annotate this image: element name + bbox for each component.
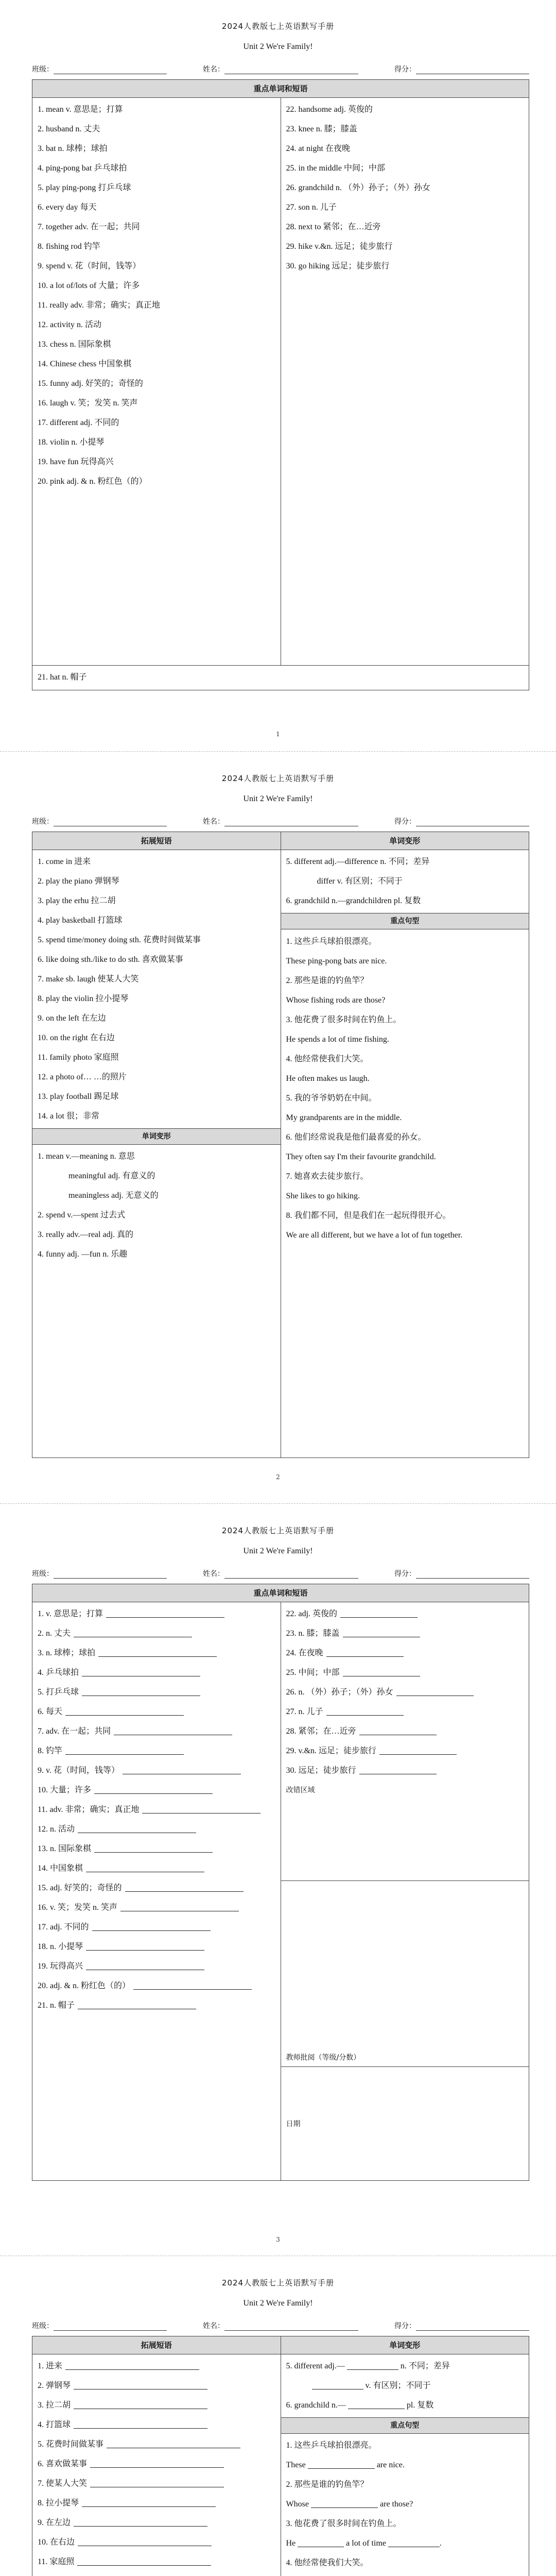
vocab-item: 30. go hiking 远足；徒步旅行 <box>286 262 390 270</box>
phrase-item: 14. a lot 很；非常 <box>38 1112 99 1121</box>
sentence-prompt: Whose <box>286 2500 309 2509</box>
vocab-item <box>286 1722 524 1741</box>
sentence-prompt: are those? <box>379 2500 413 2509</box>
sentence-line: My grandparents are in the middle. <box>286 1113 402 1122</box>
phrase-item: 10. on the right 在右边 <box>38 1033 115 1042</box>
vocab-prompt: 8. 拉小提琴 <box>38 2499 79 2507</box>
correction-area-label: 改错区域 <box>286 1786 315 1794</box>
vocab-item <box>286 1604 524 1624</box>
answer-blank[interactable] <box>65 1707 184 1716</box>
name-label: 姓名： <box>203 65 224 74</box>
phrase-item: 9. on the left 在左边 <box>38 1014 106 1023</box>
vocab-prompt: 2. n. 丈夫 <box>38 1629 71 1638</box>
page-divider <box>0 751 556 752</box>
p1-table <box>32 79 529 690</box>
answer-blank[interactable] <box>311 2499 378 2508</box>
sentence-prompt: a lot of time <box>346 2539 386 2548</box>
doc-title: 2024人教版七上英语默写手册 <box>221 1526 335 1535</box>
answer-blank[interactable] <box>77 2557 211 2566</box>
vocab-item <box>38 1683 275 1702</box>
vocab-prompt: 6. 每天 <box>38 1707 63 1716</box>
p2-left-head: 拓展短语 <box>32 832 281 850</box>
answer-blank[interactable] <box>65 2361 199 2370</box>
score-field[interactable] <box>416 819 529 826</box>
vocab-item: 5. play ping-pong 打乒乓球 <box>38 183 131 192</box>
vocab-item <box>38 1663 275 1683</box>
vocab-item <box>38 1839 275 1859</box>
answer-blank[interactable] <box>106 1609 224 1618</box>
vocab-item <box>38 1761 275 1781</box>
name-label: 姓名： <box>203 818 224 826</box>
vocab-item: 21. hat n. 帽子 <box>38 673 87 682</box>
p2-left-forms <box>32 1145 281 1264</box>
word-form: 5. different adj.—difference n. 不同；差异 <box>286 857 430 866</box>
vocab-item: 29. hike v.&n. 远足；徒步旅行 <box>286 242 393 251</box>
word-form: 3. really adv.—real adj. 真的 <box>38 1230 134 1239</box>
sentence-line: 7. 她喜欢去徒步旅行。 <box>286 1172 369 1181</box>
phrase-item: 12. a photo of… …的照片 <box>38 1073 127 1081</box>
answer-blank[interactable] <box>90 2459 224 2468</box>
answer-blank[interactable] <box>65 1746 184 1755</box>
p3-head: 重点单词和短语 <box>32 1584 529 1602</box>
sentence-line: Whose fishing rods are those? <box>286 996 386 1005</box>
vocab-item: 4. ping-pong bat 乒乓球拍 <box>38 164 127 173</box>
form-prompt: 6. grandchild n.— <box>286 2401 346 2410</box>
word-form: differ v. 有区别；不同于 <box>317 877 403 886</box>
phrase-item: 1. come in 进来 <box>38 857 91 866</box>
answer-blank[interactable] <box>340 1609 418 1618</box>
vocab-item: 19. have fun 玩得高兴 <box>38 457 114 466</box>
answer-blank[interactable] <box>348 2400 405 2409</box>
score-field[interactable] <box>416 66 529 74</box>
answer-blank[interactable] <box>74 2381 207 2389</box>
p4-right-forms <box>281 2354 529 2415</box>
vocab-item <box>286 1663 524 1683</box>
info-row <box>32 64 529 74</box>
word-form: 6. grandchild n.—grandchildren pl. 复数 <box>286 896 421 905</box>
answer-blank[interactable] <box>133 1981 252 1990</box>
vocab-prompt: 4. 打篮球 <box>38 2420 71 2429</box>
vocab-prompt: 14. 中国象棋 <box>38 1864 83 1873</box>
p1-right-col <box>281 98 529 276</box>
page-1 <box>0 0 556 752</box>
phrase-item <box>38 2357 275 2376</box>
name-label: 姓名： <box>203 2322 224 2330</box>
answer-blank[interactable] <box>142 1805 260 1814</box>
name-field[interactable] <box>224 819 358 826</box>
vocab-item <box>38 1859 275 1878</box>
sentence-line: We are all different, but we have a lot of fun together. <box>286 1231 463 1240</box>
answer-blank[interactable] <box>359 1766 437 1774</box>
sentence-line: These ping-pong bats are nice. <box>286 957 387 965</box>
vocab-prompt: 1. 进来 <box>38 2362 63 2370</box>
vocab-item <box>38 1800 275 1820</box>
p4-left-head: 拓展短语 <box>32 2336 281 2354</box>
p4-table <box>32 2336 529 2576</box>
sentence-prompt: are nice. <box>376 2461 405 2469</box>
answer-blank[interactable] <box>74 2400 207 2409</box>
score-field[interactable] <box>416 2323 529 2331</box>
answer-blank[interactable] <box>78 2001 196 2009</box>
vocab-item: 25. in the middle 中间；中部 <box>286 164 385 173</box>
class-field[interactable] <box>54 1571 167 1579</box>
vocab-item: 23. knee n. 膝；膝盖 <box>286 125 357 133</box>
vocab-item: 15. funny adj. 好笑的；奇怪的 <box>38 379 143 388</box>
vocab-item: 20. pink adj. & n. 粉红色（的） <box>38 477 147 486</box>
p4-left-col <box>32 2354 281 2576</box>
page-number: 2 <box>276 1473 280 1481</box>
vocab-prompt: 26. n. （外）孙子；（外）孙女 <box>286 1688 393 1697</box>
vocab-item <box>38 1722 275 1741</box>
vocab-prompt: 11. 家庭照 <box>38 2557 75 2566</box>
sentence-line: 8. 我们都不同，但是我们在一起玩得很开心。 <box>286 1211 451 1220</box>
vocab-prompt: 2. 弹钢琴 <box>38 2381 71 2390</box>
sentence-line: 5. 我的爷爷奶奶在中间。 <box>286 1094 377 1103</box>
name-field[interactable] <box>224 1571 358 1579</box>
answer-blank[interactable] <box>98 1648 217 1657</box>
answer-blank[interactable] <box>78 1824 196 1833</box>
vocab-prompt: 5. 打乒乓球 <box>38 1688 79 1697</box>
vocab-prompt: 24. 在夜晚 <box>286 1649 323 1657</box>
sentence-line: He often makes us laugh. <box>286 1074 370 1083</box>
vocab-item: 13. chess n. 国际象棋 <box>38 340 111 349</box>
p1-left-col <box>32 98 281 492</box>
vocab-item <box>38 1643 275 1663</box>
p2-right-head: 单词变形 <box>281 832 529 850</box>
answer-blank[interactable] <box>326 1648 404 1657</box>
doc-subtitle: Unit 2 We're Family! <box>243 2299 313 2308</box>
class-label: 班级： <box>32 1570 54 1578</box>
answer-blank[interactable] <box>123 1766 241 1774</box>
answer-blank[interactable] <box>308 2460 375 2469</box>
vocab-prompt: 19. 玩得高兴 <box>38 1962 83 1971</box>
p1-head: 重点单词和短语 <box>32 80 529 98</box>
phrase-item: 4. play basketball 打篮球 <box>38 916 123 925</box>
page-3 <box>0 1504 556 2257</box>
p2-right-forms <box>281 850 529 911</box>
answer-blank[interactable] <box>74 2420 207 2429</box>
doc-subtitle: Unit 2 We're Family! <box>243 1547 313 1555</box>
class-label: 班级： <box>32 65 54 74</box>
vocab-prompt: 10. 大量；许多 <box>38 1786 92 1794</box>
vocab-prompt: 21. n. 帽子 <box>38 2001 75 2010</box>
phrase-item: 13. play football 踢足球 <box>38 1092 119 1101</box>
vocab-prompt: 13. n. 国际象棋 <box>38 1844 92 1853</box>
answer-blank[interactable] <box>90 2479 224 2487</box>
class-field[interactable] <box>54 2323 167 2331</box>
p2-table <box>32 832 529 1458</box>
vocab-item <box>38 1976 275 1996</box>
phrase-item: 11. family photo 家庭照 <box>38 1053 119 1062</box>
answer-blank[interactable] <box>74 1629 192 1637</box>
info-row <box>32 1568 529 1579</box>
vocab-item <box>38 1957 275 1976</box>
vocab-prompt: 18. n. 小提琴 <box>38 1942 83 1951</box>
score-label: 得分： <box>394 2322 416 2330</box>
answer-blank[interactable] <box>359 1726 437 1735</box>
vocab-prompt: 29. v.&n. 远足；徒步旅行 <box>286 1747 376 1755</box>
teacher-review-label: 教师批阅（等级/分数） <box>286 2054 361 2062</box>
p3-left-col <box>32 1602 281 2015</box>
phrase-item: 8. play the violin 拉小提琴 <box>38 994 129 1003</box>
doc-subtitle: Unit 2 We're Family! <box>243 794 313 803</box>
answer-blank[interactable] <box>94 1785 213 1794</box>
answer-blank[interactable] <box>86 1942 204 1951</box>
vocab-item <box>38 1604 275 1624</box>
vocab-item: 27. son n. 儿子 <box>286 203 337 212</box>
sentence-line: 2. 那些是谁的钓鱼竿？ <box>286 976 369 985</box>
vocab-item <box>38 1702 275 1722</box>
vocab-item <box>38 1937 275 1957</box>
vocab-prompt: 3. n. 球棒；球拍 <box>38 1649 96 1657</box>
page-2 <box>0 752 556 1504</box>
page-number: 3 <box>276 2236 280 2243</box>
p4-right-head: 单词变形 <box>281 2336 529 2354</box>
vocab-item: 16. laugh v. 笑；发笑 n. 笑声 <box>38 399 138 408</box>
p2-right-subhead: 重点句型 <box>281 913 529 929</box>
answer-blank[interactable] <box>114 1726 232 1735</box>
sentence-cn: 3. 他花费了很多时间在钓鱼上。 <box>286 2519 402 2528</box>
word-form: meaningful adj. 有意义的 <box>68 1172 155 1180</box>
form-prompt: v. 有区别；不同于 <box>365 2381 431 2390</box>
vocab-item <box>38 1781 275 1800</box>
answer-blank[interactable] <box>78 2537 212 2546</box>
answer-blank[interactable] <box>298 2538 344 2547</box>
phrase-item: 6. like doing sth./like to do sth. 喜欢做某事 <box>38 955 183 964</box>
class-field[interactable] <box>54 66 167 74</box>
page-4 <box>0 2257 556 2576</box>
answer-blank[interactable] <box>82 1687 200 1696</box>
vocab-prompt: 7. 使某人大笑 <box>38 2479 88 2488</box>
p2-left-subhead: 单词变形 <box>32 1128 281 1145</box>
answer-blank[interactable] <box>379 1746 457 1755</box>
phrase-item: 5. spend time/money doing sth. 花费时间做某事 <box>38 936 201 944</box>
vocab-item <box>38 1898 275 1918</box>
form-prompt: 5. different adj.— <box>286 2362 345 2370</box>
sentence-line: 4. 他经常使我们大笑。 <box>286 1055 369 1063</box>
class-field[interactable] <box>54 819 167 826</box>
vocab-item <box>38 1918 275 1937</box>
vocab-item <box>286 1761 524 1781</box>
vocab-prompt: 15. adj. 好笑的；奇怪的 <box>38 1884 122 1892</box>
answer-blank[interactable] <box>107 2439 240 2448</box>
date-label: 日期 <box>286 2120 301 2128</box>
score-label: 得分： <box>394 1570 416 1578</box>
vocab-item <box>38 1741 275 1761</box>
answer-blank[interactable] <box>312 2381 363 2389</box>
form-prompt: pl. 复数 <box>406 2401 434 2410</box>
answer-blank[interactable] <box>388 2538 440 2547</box>
phrase-item <box>38 2415 275 2435</box>
vocab-item: 3. bat n. 球棒；球拍 <box>38 144 108 153</box>
answer-blank[interactable] <box>347 2361 398 2370</box>
vocab-prompt: 11. adv. 非常；确实；真正地 <box>38 1805 140 1814</box>
sentence-line: 3. 他花费了很多时间在钓鱼上。 <box>286 1015 402 1024</box>
p3-right-col <box>281 1602 529 1781</box>
vocab-item <box>286 1683 524 1702</box>
vocab-prompt: 22. adj. 英俊的 <box>286 1609 338 1618</box>
vocab-item: 14. Chinese chess 中国象棋 <box>38 360 132 368</box>
vocab-item: 6. every day 每天 <box>38 203 97 212</box>
vocab-item: 28. next to 紧邻；在…近旁 <box>286 223 381 231</box>
vocab-prompt: 1. v. 意思是；打算 <box>38 1609 103 1618</box>
vocab-item <box>286 1624 524 1643</box>
phrase-item <box>38 2474 275 2494</box>
vocab-prompt: 9. v. 花（时间，钱等） <box>38 1766 119 1775</box>
answer-blank[interactable] <box>120 1903 239 1911</box>
answer-blank[interactable] <box>326 1707 404 1716</box>
doc-title: 2024人教版七上英语默写手册 <box>221 2278 335 2287</box>
sentence-line: They often say I'm their favourite grandchild. <box>286 1153 436 1161</box>
vocab-prompt: 10. 在右边 <box>38 2538 75 2547</box>
info-row <box>32 816 529 826</box>
sentence-line: 6. 他们经常说我是他们最喜爱的孙女。 <box>286 1133 426 1142</box>
vocab-prompt: 3. 拉二胡 <box>38 2401 71 2410</box>
answer-blank[interactable] <box>396 1687 474 1696</box>
vocab-item: 11. really adv. 非常；确实；真正地 <box>38 301 160 310</box>
answer-blank[interactable] <box>94 1844 213 1853</box>
sentence-cn: 1. 这些乒乓球拍很漂亮。 <box>286 2441 377 2450</box>
score-field[interactable] <box>416 1571 529 1579</box>
answer-blank[interactable] <box>125 1883 244 1892</box>
answer-blank[interactable] <box>82 1668 200 1676</box>
vocab-item: 24. at night 在夜晚 <box>286 144 350 153</box>
vocab-item: 8. fishing rod 钓竿 <box>38 242 100 251</box>
vocab-item: 18. violin n. 小提琴 <box>38 438 105 447</box>
sentence-line: He spends a lot of time fishing. <box>286 1035 389 1044</box>
vocab-prompt: 23. n. 膝；膝盖 <box>286 1629 340 1638</box>
vocab-prompt: 17. adj. 不同的 <box>38 1923 89 1931</box>
phrase-item: 2. play the piano 弹钢琴 <box>38 877 119 886</box>
score-label: 得分： <box>394 65 416 74</box>
vocab-prompt: 8. 钓竿 <box>38 1747 63 1755</box>
phrase-item <box>38 2494 275 2513</box>
name-label: 姓名： <box>203 1570 224 1578</box>
sentence-line: 1. 这些乒乓球拍很漂亮。 <box>286 937 377 946</box>
vocab-prompt: 16. v. 笑；发笑 n. 笑声 <box>38 1903 117 1912</box>
word-form: meaningless adj. 无意义的 <box>68 1191 159 1200</box>
form-prompt: n. 不同；差异 <box>400 2362 450 2370</box>
vocab-item <box>286 1702 524 1722</box>
name-field[interactable] <box>224 2323 358 2331</box>
doc-title: 2024人教版七上英语默写手册 <box>221 22 335 31</box>
page-divider <box>0 1503 556 1504</box>
phrase-item: 3. play the erhu 拉二胡 <box>38 896 116 905</box>
vocab-prompt: 27. n. 儿子 <box>286 1707 323 1716</box>
vocab-prompt: 20. adj. & n. 粉红色（的） <box>38 1981 130 1990</box>
name-field[interactable] <box>224 66 358 74</box>
vocab-item: 12. activity n. 活动 <box>38 320 101 329</box>
vocab-prompt: 4. 乒乓球拍 <box>38 1668 79 1677</box>
vocab-item <box>38 1624 275 1643</box>
vocab-item: 7. together adv. 在一起；共同 <box>38 223 140 231</box>
answer-blank[interactable] <box>82 2498 216 2507</box>
doc-title: 2024人教版七上英语默写手册 <box>221 774 335 783</box>
vocab-item <box>38 1996 275 2015</box>
doc-subtitle: Unit 2 We're Family! <box>243 42 313 51</box>
vocab-prompt: 9. 在左边 <box>38 2518 71 2527</box>
answer-blank[interactable] <box>86 1961 204 1970</box>
answer-blank[interactable] <box>86 1863 204 1872</box>
vocab-item: 2. husband n. 丈夫 <box>38 125 100 133</box>
class-label: 班级： <box>32 818 54 826</box>
phrase-item <box>38 2513 275 2533</box>
phrase-item <box>38 2435 275 2454</box>
vocab-prompt: 30. 远足；徒步旅行 <box>286 1766 356 1775</box>
vocab-item: 26. grandchild n. （外）孙子；（外）孙女 <box>286 183 430 192</box>
vocab-prompt: 5. 花费时间做某事 <box>38 2440 104 2449</box>
phrase-item <box>38 2396 275 2415</box>
sentence-cn: 4. 他经常使我们大笑。 <box>286 2558 369 2567</box>
p4-sentences: 1. 这些乒乓球拍很漂亮。 These are nice. 2. 那些是谁的钓鱼竿？ Whose are those? 3. 他花费了很多时间在钓鱼上。 He a lot of time . 4. 他经常使我们大笑。 <box>281 2434 529 2576</box>
score-label: 得分： <box>394 818 416 826</box>
sentence-line: She likes to go hiking. <box>286 1192 360 1200</box>
p2-left-col <box>32 850 281 1126</box>
sentence-prompt: These <box>286 2461 306 2469</box>
p4-right-subhead: 重点句型 <box>281 2417 529 2434</box>
phrase-item <box>38 2572 275 2576</box>
vocab-prompt: 28. 紧邻；在…近旁 <box>286 1727 356 1736</box>
word-form: 2. spend v.—spent 过去式 <box>38 1211 126 1219</box>
p2-sentences <box>281 929 529 1245</box>
vocab-item <box>38 1820 275 1839</box>
phrase-item: 7. make sb. laugh 使某人大笑 <box>38 975 139 984</box>
word-form: 4. funny adj. —fun n. 乐趣 <box>38 1250 128 1259</box>
word-form: 1. mean v.—meaning n. 意思 <box>38 1152 135 1161</box>
phrase-item <box>38 2533 275 2552</box>
phrase-item <box>38 2376 275 2396</box>
page-number: 1 <box>276 731 280 738</box>
p3-table <box>32 1584 529 2181</box>
sentence-prompt: He <box>286 2539 296 2548</box>
class-label: 班级： <box>32 2322 54 2330</box>
phrase-item <box>38 2552 275 2572</box>
vocab-item: 1. mean v. 意思是；打算 <box>38 105 123 114</box>
vocab-prompt: 7. adv. 在一起；共同 <box>38 1727 111 1736</box>
vocab-item <box>38 1878 275 1898</box>
vocab-prompt: 6. 喜欢做某事 <box>38 2460 88 2468</box>
vocab-item <box>286 1643 524 1663</box>
vocab-item: 9. spend v. 花（时间，钱等） <box>38 262 141 270</box>
vocab-item <box>286 1741 524 1761</box>
answer-blank[interactable] <box>74 2518 207 2527</box>
vocab-item: 17. different adj. 不同的 <box>38 418 119 427</box>
vocab-item: 10. a lot of/lots of 大量；许多 <box>38 281 140 290</box>
answer-blank[interactable] <box>92 1922 211 1931</box>
answer-blank[interactable] <box>343 1629 420 1637</box>
answer-blank[interactable] <box>343 1668 420 1676</box>
info-row <box>32 2320 529 2331</box>
vocab-item: 22. handsome adj. 英俊的 <box>286 105 373 114</box>
vocab-prompt: 25. 中间；中部 <box>286 1668 340 1677</box>
vocab-prompt: 12. n. 活动 <box>38 1825 75 1834</box>
sentence-cn: 2. 那些是谁的钓鱼竿？ <box>286 2480 369 2489</box>
phrase-item <box>38 2454 275 2474</box>
